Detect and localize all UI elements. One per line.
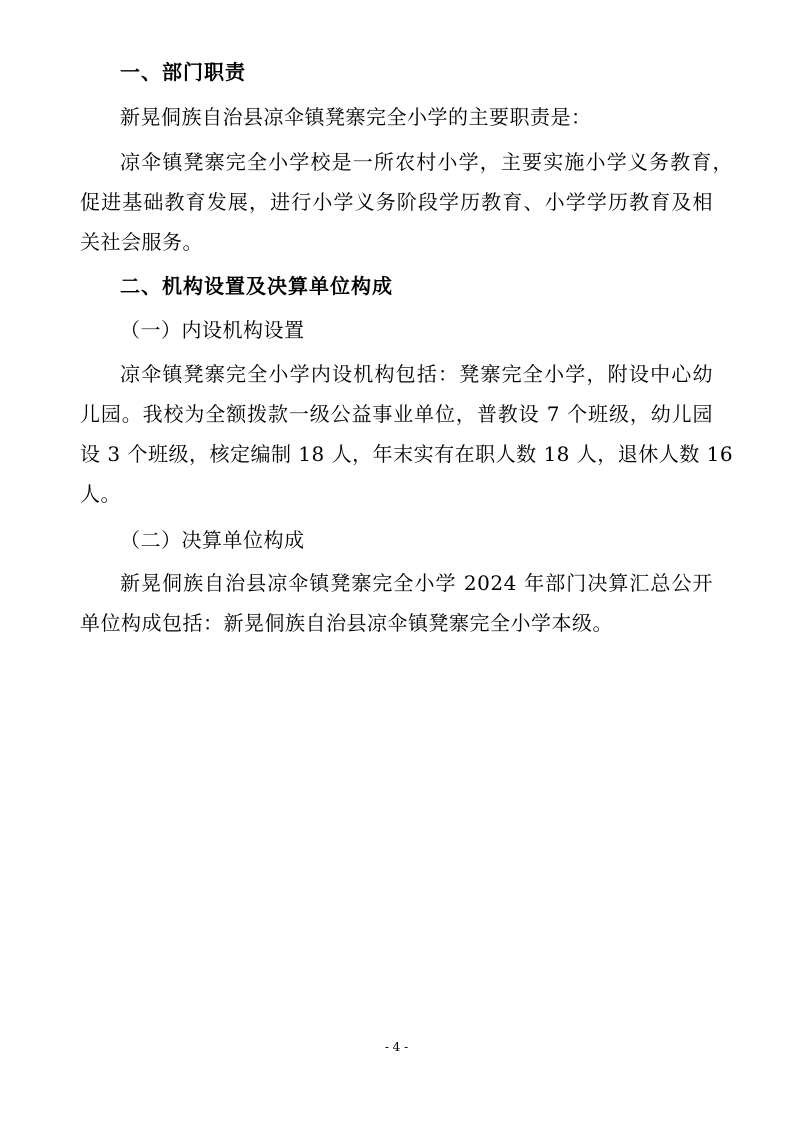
paragraph-duties-line3: 关社会服务。	[80, 230, 203, 254]
paragraph-structure-line1: 凉伞镇凳寨完全小学内设机构包括：凳寨完全小学，附设中心幼	[120, 362, 713, 386]
paragraph-duties-line2: 促进基础教育发展，进行小学义务阶段学历教育、小学学历教育及相	[80, 190, 713, 214]
paragraph-structure-line3: 设 3 个班级，核定编制 18 人，年末实有在职人数 18 人，退休人数 16	[80, 442, 734, 466]
paragraph-units-line2: 单位构成包括：新晃侗族自治县凉伞镇凳寨完全小学本级。	[80, 611, 613, 635]
page-number: - 4 -	[384, 1040, 409, 1054]
section-heading-organization: 二、机构设置及决算单位构成	[120, 274, 393, 298]
paragraph-units-line1: 新晃侗族自治县凉伞镇凳寨完全小学 2024 年部门决算汇总公开	[120, 571, 713, 595]
subheading-internal-structure: （一）内设机构设置	[120, 318, 305, 342]
paragraph-structure-line2: 儿园。我校为全额拨款一级公益事业单位，普教设 7 个班级，幼儿园	[80, 402, 713, 426]
paragraph-duties-intro: 新晃侗族自治县凉伞镇凳寨完全小学的主要职责是：	[120, 105, 592, 129]
paragraph-duties-line1: 凉伞镇凳寨完全小学校是一所农村小学，主要实施小学义务教育，	[120, 150, 733, 174]
subheading-budget-units: （二）决算单位构成	[120, 528, 305, 552]
paragraph-structure-line4: 人。	[80, 482, 121, 506]
section-heading-duties: 一、部门职责	[120, 60, 246, 84]
